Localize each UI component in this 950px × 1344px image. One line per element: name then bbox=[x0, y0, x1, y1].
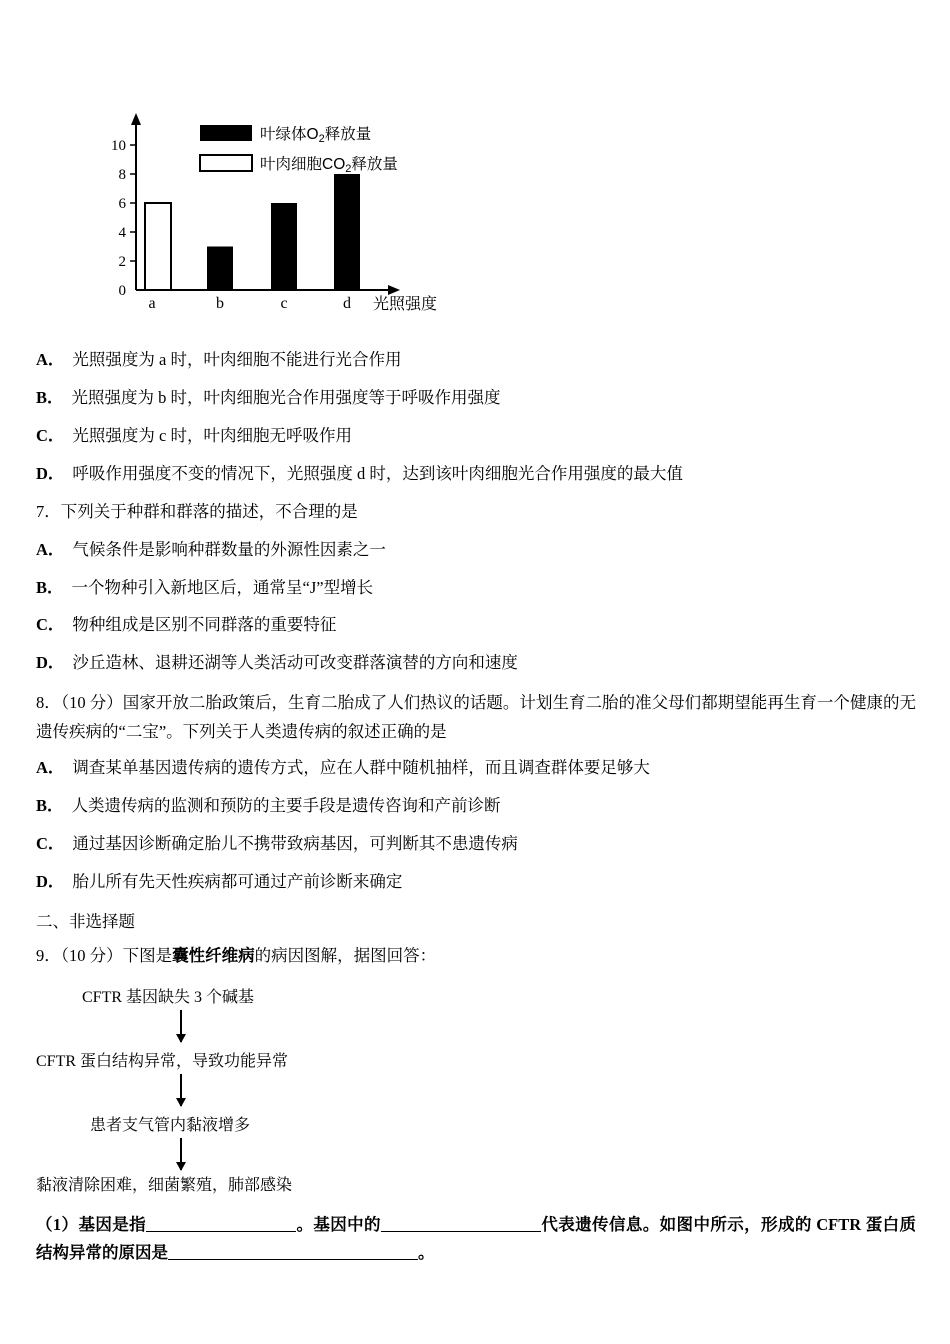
bar-b-chloroplast-o2 bbox=[207, 247, 233, 291]
q8-option-c-label: C． bbox=[36, 833, 65, 853]
y-tick-2: 2 bbox=[118, 254, 126, 270]
q6-option-d-label: D． bbox=[36, 463, 65, 483]
q9-sub1-end: 。 bbox=[418, 1243, 435, 1263]
q8-option-c bbox=[36, 832, 916, 856]
q8-option-a bbox=[36, 756, 916, 780]
q9-blank-3[interactable] bbox=[168, 1243, 418, 1261]
q8-option-d-text: 胎儿所有先天性疾病都可通过产前诊断来确定 bbox=[72, 871, 403, 891]
q6-option-a-label: A． bbox=[36, 350, 65, 369]
bar-a-mesophyll-co2 bbox=[145, 203, 171, 290]
y-tick-10: 10 bbox=[111, 138, 126, 154]
q7-option-b-text: 一个物种引入新地区后，通常呈“J”型增长 bbox=[71, 577, 374, 597]
x-tick-a: a bbox=[148, 295, 156, 312]
q8-option-a-label: A． bbox=[36, 758, 65, 778]
q6-option-b bbox=[36, 386, 916, 410]
flow-step-2: CFTR 蛋白结构异常，导致功能异常 bbox=[36, 1052, 289, 1070]
q7-option-c-text: 物种组成是区别不同群落的重要特征 bbox=[72, 615, 337, 635]
bar-d-chloroplast-o2 bbox=[334, 174, 360, 290]
q6-option-a bbox=[36, 348, 916, 372]
q6-option-c-text: 光照强度为 c 时，叶肉细胞无呼吸作用 bbox=[72, 425, 352, 445]
legend-swatch-hollow bbox=[200, 155, 252, 171]
q8-stem-text: 国家开放二胎政策后，生育二胎成了人们热议的话题。计划生育二胎的准父母们都期望能再生育一个健康的无遗传疾病的“二宝”。下列关于人类遗传病的叙述正确的是 bbox=[36, 693, 917, 741]
q8-option-c-text: 通过基因诊断确定胎儿不携带致病基因，可判断其不患遗传病 bbox=[72, 833, 518, 853]
q9-sub1-mid2: 代表遗传信息。如图中所示，形成的 CFTR 蛋白质结构异常的原因是 bbox=[36, 1214, 917, 1263]
legend-swatch-solid bbox=[200, 125, 252, 141]
q7-option-d-text: 沙丘造林、退耕还湖等人类活动可改变群落演替的方向和速度 bbox=[72, 653, 518, 673]
q7-option-b-label: B． bbox=[36, 577, 64, 597]
q7-option-c-label: C． bbox=[36, 615, 65, 635]
q9-blank-1[interactable] bbox=[146, 1214, 296, 1232]
x-tick-b: b bbox=[216, 295, 224, 312]
q8-stem bbox=[36, 689, 916, 746]
flow-step-3: 患者支气管内黏液增多 bbox=[90, 1116, 251, 1134]
q7-option-c bbox=[36, 613, 916, 637]
flow-arrow-3-icon bbox=[180, 1138, 182, 1170]
section-2-title: 二、非选择题 bbox=[36, 911, 135, 931]
flow-step-1: CFTR 基因缺失 3 个碱基 bbox=[82, 988, 255, 1006]
q7-option-d-label: D． bbox=[36, 653, 65, 673]
flow-step-4: 黏液清除困难，细菌繁殖，肺部感染 bbox=[36, 1176, 293, 1194]
q9-blank-2[interactable] bbox=[381, 1214, 541, 1232]
q8-option-b-label: B． bbox=[36, 795, 64, 815]
legend-label-chloroplast: 叶绿体O2释放量 bbox=[260, 126, 372, 145]
q9-number: 9． bbox=[36, 945, 61, 965]
q8-option-b-text: 人类遗传病的监测和预防的主要手段是遗传咨询和产前诊断 bbox=[71, 795, 501, 815]
q8-option-d bbox=[36, 870, 916, 894]
q9-sub1 bbox=[36, 1211, 916, 1268]
bar-chart-svg bbox=[60, 105, 480, 320]
q6-option-a-text: 光照强度为 a 时，叶肉细胞不能进行光合作用 bbox=[72, 350, 402, 369]
q9-stem-before: 下图是 bbox=[122, 945, 173, 965]
cftr-flow-diagram bbox=[36, 982, 596, 1197]
q7-stem-text: 下列关于种群和群落的描述，不合理的是 bbox=[60, 501, 358, 521]
q8-number: 8． bbox=[36, 693, 61, 713]
y-tick-8: 8 bbox=[118, 167, 126, 183]
q7-stem bbox=[36, 500, 916, 524]
q7-option-a-text: 气候条件是影响种群数量的外源性因素之一 bbox=[72, 539, 386, 559]
q7-option-a-label: A． bbox=[36, 539, 65, 559]
y-tick-6: 6 bbox=[118, 196, 126, 212]
q8-option-d-label: D． bbox=[36, 871, 65, 891]
q6-option-b-label: B． bbox=[36, 387, 64, 407]
question-content bbox=[36, 348, 916, 1277]
x-tick-d: d bbox=[343, 295, 351, 312]
q8-option-a-text: 调查某单基因遗传病的遗传方式，应在人群中随机抽样，而且调查群体要足够大 bbox=[72, 758, 650, 778]
q9-stem bbox=[36, 944, 916, 968]
y-tick-0: 0 bbox=[118, 283, 126, 299]
q8-score: （10 分） bbox=[60, 693, 123, 713]
q7-option-b bbox=[36, 576, 916, 600]
x-tick-c: c bbox=[280, 295, 288, 312]
q6-option-c-label: C． bbox=[36, 425, 65, 445]
legend-label-mesophyll: 叶肉细胞CO2释放量 bbox=[260, 156, 398, 175]
q6-option-b-text: 光照强度为 b 时，叶肉细胞光合作用强度等于呼吸作用强度 bbox=[71, 387, 501, 407]
q8-option-b bbox=[36, 794, 916, 818]
q7-number: 7． bbox=[36, 501, 61, 521]
q7-option-d bbox=[36, 651, 916, 675]
q9-stem-bold: 囊性纤维病 bbox=[172, 945, 255, 965]
flow-arrow-1-icon bbox=[180, 1010, 182, 1042]
photosynthesis-bar-chart bbox=[60, 105, 480, 320]
q6-option-c bbox=[36, 424, 916, 448]
q9-sub1-prefix: （1）基因是指 bbox=[36, 1214, 147, 1234]
q9-score: （10 分） bbox=[60, 945, 123, 965]
y-tick-4: 4 bbox=[118, 225, 126, 241]
flow-arrow-2-icon bbox=[180, 1074, 182, 1106]
q6-option-d-text: 呼吸作用强度不变的情况下，光照强度 d 时，达到该叶肉细胞光合作用强度的最大值 bbox=[72, 463, 683, 483]
bar-c-chloroplast-o2 bbox=[271, 203, 297, 290]
q7-option-a bbox=[36, 538, 916, 562]
q9-stem-after: 的病因图解，据图回答： bbox=[254, 945, 437, 965]
x-axis-label: 光照强度 bbox=[372, 296, 438, 313]
q9-sub1-mid1: 。基因中的 bbox=[296, 1214, 381, 1234]
q6-option-d bbox=[36, 462, 916, 486]
